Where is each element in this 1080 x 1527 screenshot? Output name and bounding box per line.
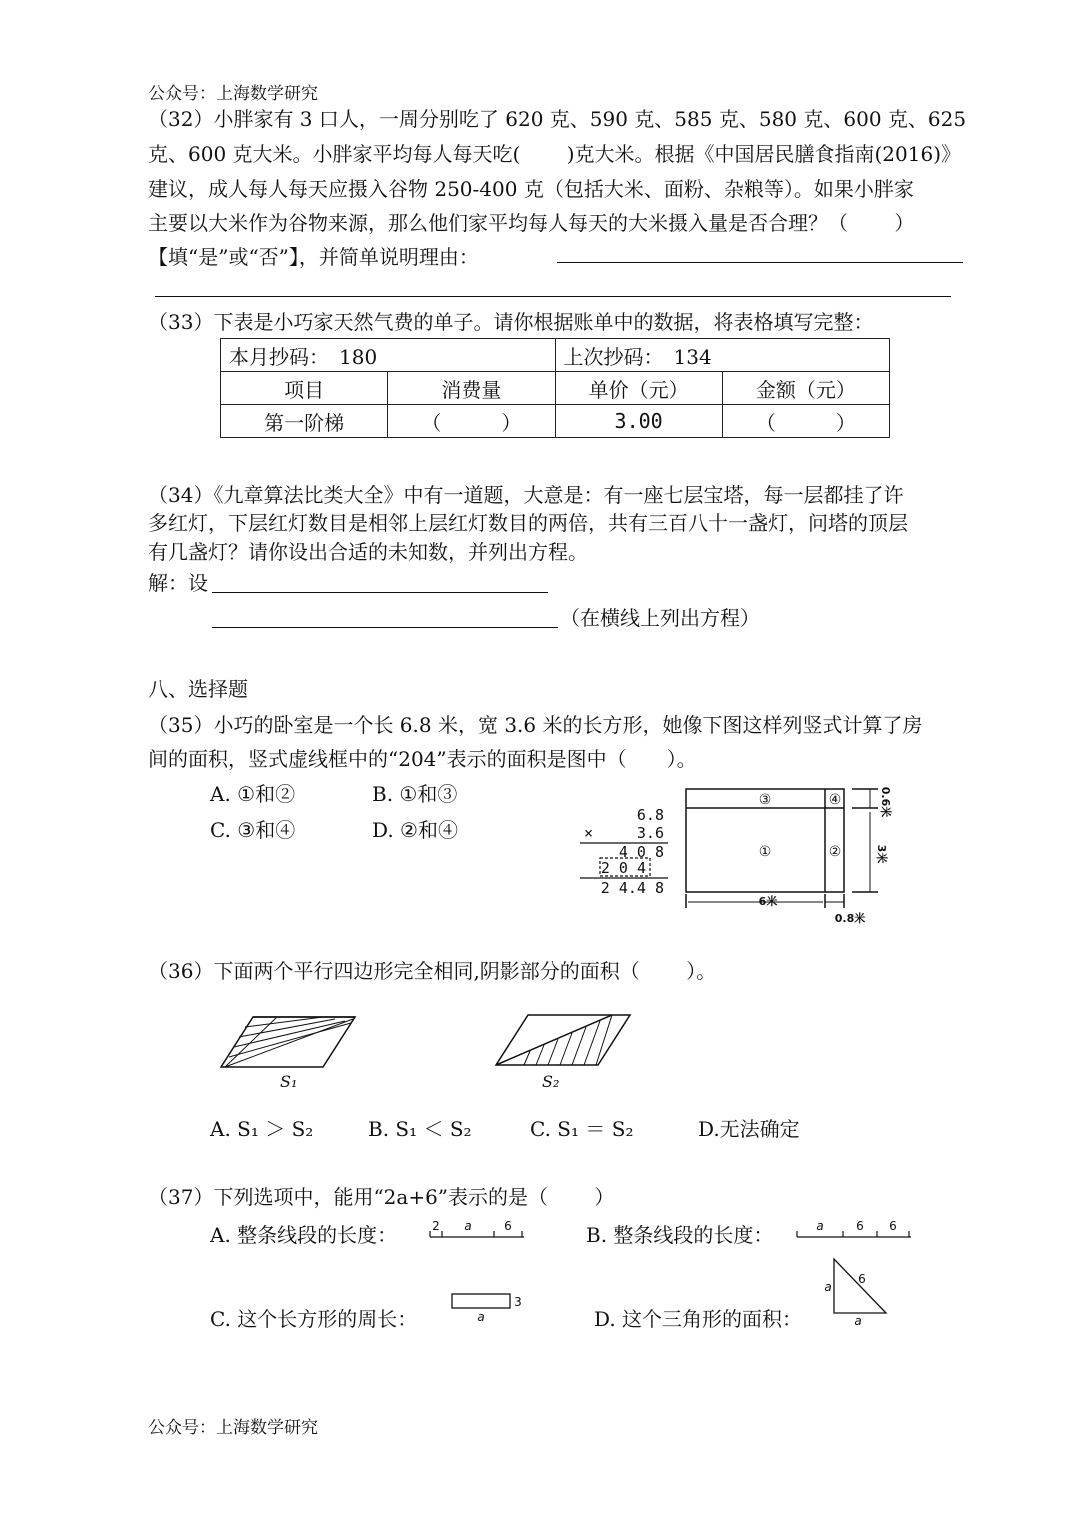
rectangle-c-figure (448, 1290, 528, 1326)
q37-option-d[interactable]: D. 这个三角形的面积： (594, 1307, 803, 1331)
parallelogram-s2 (490, 1003, 640, 1098)
height-0-6m-label: 0.6米 (879, 786, 892, 818)
calc-row-5: 2 4.4 8 (600, 879, 664, 897)
vertical-multiplication (580, 800, 680, 900)
q36-option-c[interactable]: C. S₁ ＝ S₂ (530, 1117, 634, 1141)
segment-b-label-6b: 6 (889, 1219, 897, 1233)
q32-line2: 克、600 克大米。小胖家平均每人每天吃( )克大米。根据《中国居民膳食指南(2016)》 (148, 142, 961, 166)
segment-a-label-a: a (464, 1219, 472, 1233)
q32-answer-line-2[interactable] (155, 296, 951, 297)
q36-option-d[interactable]: D.无法确定 (698, 1117, 800, 1141)
this-reading-cell: 本月抄码： 180 (221, 339, 556, 372)
region-3-label: ③ (758, 792, 772, 808)
q34-line2: 多红灯，下层红灯数目是相邻上层红灯数目的两倍，共有三百八十一盏灯，问塔的顶层 (148, 511, 908, 535)
q37-option-c[interactable]: C. 这个长方形的周长： (210, 1307, 418, 1331)
q37-line1: （37）下列选项中，能用“2a+6”表示的是（ ） (148, 1185, 615, 1209)
q34-line3: 有几盏灯？请你设出合适的未知数，并列出方程。 (148, 540, 588, 564)
segment-a-label-6: 6 (504, 1219, 512, 1233)
q32-line4: 主要以大米作为谷物来源，那么他们家平均每人每天的大米摄入量是否合理？（ ） (148, 211, 915, 235)
q37-option-b[interactable]: B. 整条线段的长度： (586, 1223, 774, 1247)
height-3m-label: 3米 (875, 844, 888, 864)
segment-b-label-a: a (816, 1219, 824, 1233)
cell-tier: 第一阶梯 (221, 405, 388, 438)
q35-line2: 间的面积，竖式虚线框中的“204”表示的面积是图中（ ）。 (148, 747, 697, 771)
header-item: 项目 (221, 372, 388, 405)
parallelogram-s1 (215, 1005, 365, 1100)
q33-intro: （33）下表是小巧家天然气费的单子。请你根据账单中的数据，将表格填写完整： (148, 310, 874, 334)
q37-option-a[interactable]: A. 整条线段的长度： (210, 1223, 398, 1247)
header-consumption: 消费量 (388, 372, 555, 405)
page-header: 公众号：上海数学研究 (148, 84, 318, 104)
header-unit-price: 单价（元） (555, 372, 722, 405)
length-0-8m-label: 0.8米 (834, 912, 866, 925)
q36-line1: （36）下面两个平行四边形完全相同,阴影部分的面积（ ）。 (148, 959, 717, 983)
rect-c-width-label: a (477, 1310, 485, 1324)
q34-equation-line[interactable] (212, 627, 558, 628)
segment-b-label-6a: 6 (856, 1219, 864, 1233)
q32-line3: 建议，成人每人每天应摄入谷物 250-400 克（包括大米、面粉、杂粮等）。如果小胖家 (148, 177, 914, 201)
section-title: 八、选择题 (148, 677, 248, 701)
cell-unit-price: 3.00 (555, 405, 722, 438)
length-6m-label: 6米 (758, 895, 778, 908)
table-row (221, 372, 890, 405)
page-footer: 公众号：上海数学研究 (148, 1418, 318, 1438)
q36-option-a[interactable]: A. S₁ ＞ S₂ (210, 1117, 314, 1141)
calc-row-1: 6.8 (636, 806, 664, 824)
header-amount: 金额（元） (722, 372, 889, 405)
cell-amount-blank[interactable]: （ ） (722, 405, 889, 438)
s1-label: S₁ (280, 1072, 298, 1091)
q35-option-b[interactable]: B. ①和③ (372, 782, 458, 806)
table-row (221, 339, 890, 372)
segment-a-label-2: 2 (432, 1219, 440, 1233)
triangle-hyp-label: 6 (858, 1272, 866, 1286)
q32-line5: 【填“是”或“否”】，并简单说明理由： (148, 245, 479, 269)
calc-row-2: 3.6 (636, 824, 664, 842)
segment-a-figure (428, 1215, 528, 1245)
q34-line1: （34）《九章算法比类大全》中有一道题，大意是：有一座七层宝塔，每一层都挂了许 (148, 483, 904, 507)
region-1-label: ① (758, 844, 772, 860)
q36-option-b[interactable]: B. S₁ ＜ S₂ (368, 1117, 472, 1141)
q34-variable-line[interactable] (212, 592, 548, 593)
region-4-label: ④ (828, 792, 842, 808)
segment-b-figure (795, 1215, 915, 1245)
q35-option-a[interactable]: A. ①和② (210, 782, 296, 806)
q35-line1: （35）小巧的卧室是一个长 6.8 米，宽 3.6 米的长方形，她像下图这样列竖式计算了房 (148, 713, 923, 737)
q35-option-d[interactable]: D. ②和④ (372, 818, 458, 842)
calc-times: × (584, 824, 594, 842)
table-row (221, 405, 890, 438)
triangle-d-figure (818, 1255, 898, 1327)
calc-row-4: 2 0 4 (600, 859, 646, 877)
calc-row-3: 4 0 8 (618, 843, 664, 861)
q34-solve-label: 解：设 (148, 571, 208, 595)
room-area-figure (680, 782, 900, 927)
q35-option-c[interactable]: C. ③和④ (210, 818, 296, 842)
triangle-side-label: a (824, 1280, 832, 1294)
cell-consumption-blank[interactable]: （ ） (388, 405, 555, 438)
last-reading-cell: 上次抄码： 134 (555, 339, 890, 372)
triangle-base-label: a (854, 1314, 862, 1327)
q32-answer-line-1[interactable] (557, 262, 963, 263)
gas-bill-table (220, 338, 890, 438)
rect-c-height-label: 3 (514, 1295, 522, 1309)
q32-line1: （32）小胖家有 3 口人，一周分别吃了 620 克、590 克、585 克、580 克、600 克、625 (148, 107, 967, 131)
s2-label: S₂ (542, 1072, 560, 1091)
region-2-label: ② (828, 844, 842, 860)
q34-hint: （在横线上列出方程） (560, 606, 760, 630)
